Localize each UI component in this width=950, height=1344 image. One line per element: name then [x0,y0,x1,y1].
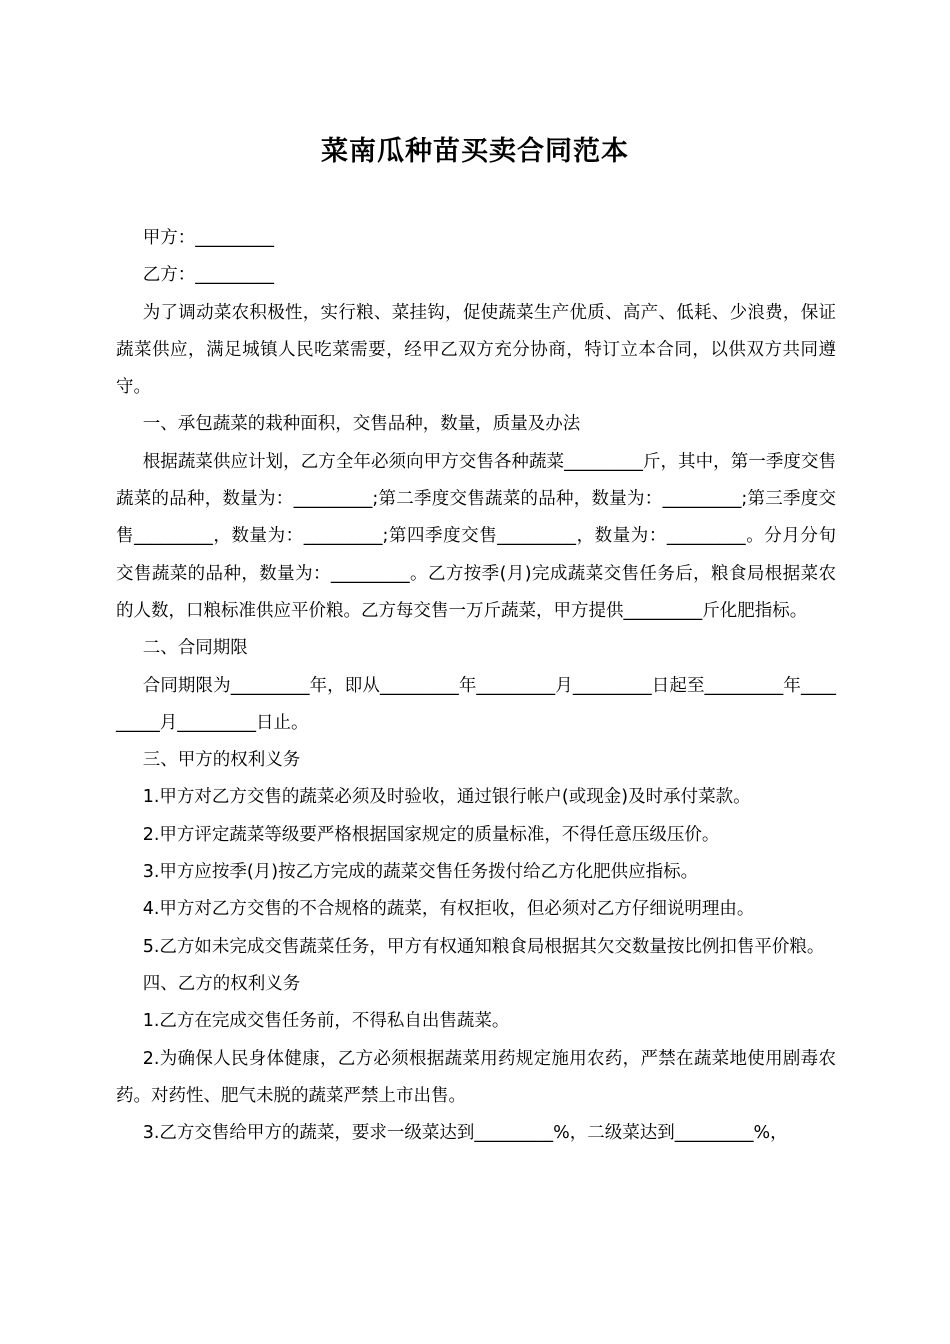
section-4-item-3: 3.乙方交售给甲方的蔬菜，要求一级菜达到_________%，二级菜达到_________%， [142,1123,788,1144]
section-3-item-3: 3.甲方应按季(月)按乙方完成的蔬菜交售任务拨付给乙方化肥供应指标。 [142,862,699,883]
section-heading-3: 三、甲方的权利义务 [142,750,301,771]
party-a-line: 甲方：_________ [142,228,274,248]
section-3-item-5: 5.乙方如未完成交售蔬菜任务，甲方有权通知粮食局根据其欠交数量按比例扣售平价粮。 [142,936,825,957]
section-2-paragraph: 合同期限为_________年，即从_________年_________月_________日起至_________年_________月_________日止。 [116,675,836,733]
section-3-item-4: 4.甲方对乙方交售的不合规格的蔬菜，有权拒收，但必须对乙方仔细说明理由。 [142,899,755,920]
party-b-line: 乙方：_________ [142,265,274,286]
section-heading-2: 二、合同期限 [142,638,248,659]
document-title: 菜南瓜种苗买卖合同范本 [321,136,629,167]
section-heading-1: 一、承包蔬菜的栽种面积，交售品种，数量，质量及办法 [142,414,581,435]
section-3-item-1: 1.甲方对乙方交售的蔬菜必须及时验收，通过银行帐户(或现金)及时承付菜款。 [142,787,751,808]
section-4-item-2: 2.为确保人民身体健康，乙方必须根据蔬菜用药规定施用农药，严禁在蔬菜地使用剧毒农药。对药性、肥气未脱的蔬菜严禁上市出售。 [116,1048,836,1106]
preamble-paragraph: 为了调动菜农积极性，实行粮、菜挂钩，促使蔬菜生产优质、高产、低耗、少浪费，保证蔬菜供应，满足城镇人民吃菜需要，经甲乙双方充分协商，特订立本合同，以供双方共同遵守。 [116,302,836,398]
document-body [116,220,836,1152]
section-3-item-2: 2.甲方评定蔬菜等级要严格根据国家规定的质量标准，不得任意压级压价。 [142,824,720,845]
section-1-paragraph: 根据蔬菜供应计划，乙方全年必须向甲方交售各种蔬菜_________斤，其中，第一季度交售蔬菜的品种，数量为：_________;第二季度交售蔬菜的品种，数量为：_________;第三季度交售_________，数量为：_________;第四季度交售_________，数量为：_________。分月分旬交售蔬菜的品种，数量为：_________。乙方按季(月)完成蔬菜交售任务后，粮食局根据菜农的人数，口粮标准供应平价粮。乙方每交售一万斤蔬菜，甲方提供_________斤化肥指标。 [116,451,836,621]
section-heading-4: 四、乙方的权利义务 [142,973,301,994]
section-4-item-1: 1.乙方在完成交售任务前，不得私自出售蔬菜。 [142,1011,510,1032]
